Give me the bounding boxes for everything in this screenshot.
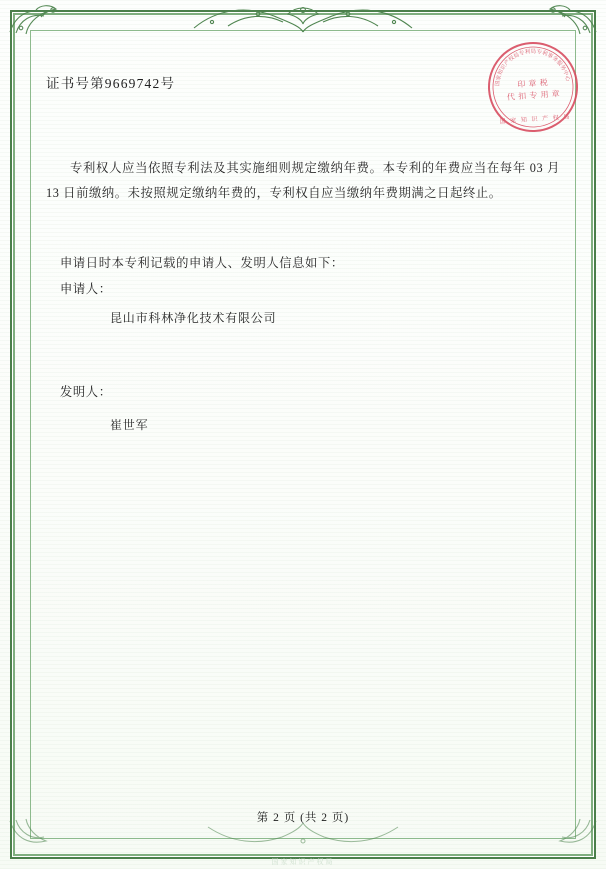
watermark-text: 国家知识产权局 bbox=[271, 858, 335, 866]
top-ornament-icon bbox=[188, 2, 418, 36]
annual-fee-notice: 专利权人应当依照专利法及其实施细则规定缴纳年费。本专利的年费应当在每年 03 月 13 日前缴纳。未按照规定缴纳年费的，专利权自应当缴纳年费期满之日起终止。 bbox=[46, 161, 560, 200]
applicant-block bbox=[46, 251, 560, 326]
seal-center-line-2: 代 扣 专 用 章 bbox=[506, 88, 561, 102]
seal-center-line-1: 印 章 税 bbox=[516, 77, 549, 90]
seal-bottom-text: 国 家 知 识 产 权 局 bbox=[499, 114, 572, 126]
certificate-content bbox=[46, 58, 560, 829]
seal-arc-text: 国家知识产权局专利局专利事务服务中心 bbox=[494, 48, 571, 87]
corner-ornament-icon bbox=[542, 2, 600, 36]
applicant-value: 昆山市科林净化技术有限公司 bbox=[110, 310, 277, 325]
inventor-label: 发明人： bbox=[60, 384, 112, 399]
inventor-value: 崔世军 bbox=[110, 417, 149, 432]
record-lead-text: 申请日时本专利记载的申请人、发明人信息如下： bbox=[60, 256, 344, 271]
inventor-block bbox=[46, 380, 560, 433]
certificate-number: 证书号第9669742号 bbox=[46, 76, 176, 91]
corner-ornament-icon bbox=[6, 2, 64, 36]
applicant-label: 申请人： bbox=[60, 282, 112, 296]
page-footer: 第 2 页 (共 2 页) bbox=[256, 812, 350, 824]
